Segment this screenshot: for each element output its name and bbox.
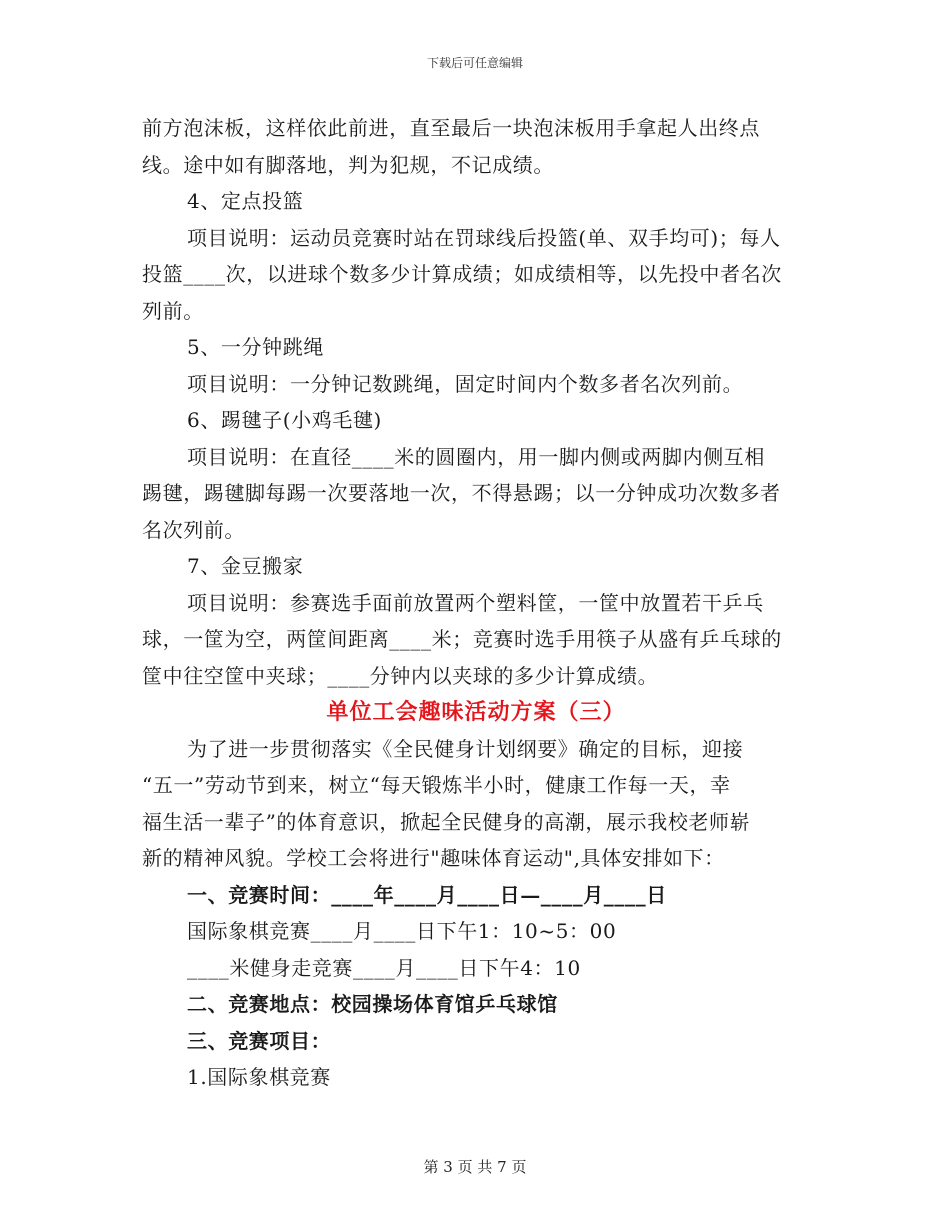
text-line: 项目说明：一分钟记数跳绳，固定时间内个数多者名次列前。 [187, 371, 744, 396]
text-line: 为了进一步贯彻落实《全民健身计划纲要》确定的目标，迎接 [187, 736, 744, 761]
text-line: 5、一分钟跳绳 [187, 335, 324, 359]
document-body [142, 110, 810, 1096]
page-footer: 第 3 页 共 7 页 [423, 1158, 527, 1176]
schedule-walk: ____米健身走竞赛____月____日下午4：10 [187, 955, 581, 980]
heading-competition-place: 二、竞赛地点：校园操场体育馆乒乓球馆 [187, 992, 558, 1016]
text-line: 项目说明：参赛选手面前放置两个塑料筐，一筐中放置若干乒乓 [187, 590, 764, 615]
paragraph-item-7-desc [142, 585, 810, 695]
text-line: 前方泡沫板，这样依此前进，直至最后一块泡沫板用手拿起人出终点 [142, 116, 760, 140]
text-line: 踢毽，踢毽脚每踢一次要落地一次，不得悬踢；以一分钟成功次数多者 [142, 481, 781, 505]
text-line: 名次列前。 [142, 517, 245, 542]
text-line: 球，一筐为空，两筐间距离____米；竞赛时选手用筷子从盛有乒乓球的 [142, 627, 782, 651]
page-header: 下载后可任意编辑 [426, 56, 523, 70]
text-line: 新的精神风貌。学校工会将进行"趣味体育运动",具体安排如下： [142, 846, 725, 870]
item-chess: 1.国际象棋竞赛 [187, 1065, 331, 1089]
text-line: 4、定点投篮 [187, 189, 304, 213]
heading-item-6 [142, 402, 810, 439]
text-line: 投篮____次，以进球个数多少计算成绩；如成绩相等，以先投中者名次 [142, 262, 782, 286]
text-line: 筐中往空筐中夹球；____分钟内以夹球的多少计算成绩。 [142, 663, 659, 688]
paragraph-intro [142, 731, 810, 877]
schedule-chess: 国际象棋竞赛____月____日下午1：10~5：00 [187, 919, 617, 943]
text-line: 线。途中如有脚落地，判为犯规，不记成绩。 [142, 152, 554, 177]
paragraph-item-6-desc [142, 439, 810, 549]
heading-competition-items: 三、竞赛项目： [187, 1028, 332, 1053]
paragraph-item-5-desc [142, 366, 810, 403]
section-title: 单位工会趣味活动方案（三） [326, 699, 626, 725]
heading-item-7 [142, 548, 810, 585]
text-line: 福生活一辈子”的体育意识，掀起全民健身的高潮，展示我校老师崭 [142, 809, 751, 834]
text-line: 6、踢毽子(小鸡毛毽) [187, 408, 382, 432]
text-line: “五一”劳动节到来，树立“每天锻炼半小时，健康工作每一天，幸 [142, 773, 731, 797]
text-line: 7、金豆搬家 [187, 554, 304, 578]
heading-item-4 [142, 183, 810, 220]
text-line: 列前。 [142, 298, 204, 323]
paragraph-item-4-desc [142, 220, 810, 330]
text-line: 项目说明：在直径____米的圆圈内，用一脚内侧或两脚内侧互相 [187, 444, 765, 469]
paragraph-foam-board [142, 110, 810, 183]
heading-competition-time: 一、竞赛时间：____年____月____日—____月____日 [187, 882, 667, 907]
heading-item-5 [142, 329, 810, 366]
text-line: 项目说明：运动员竞赛时站在罚球线后投篮(单、双手均可)；每人 [187, 225, 781, 250]
